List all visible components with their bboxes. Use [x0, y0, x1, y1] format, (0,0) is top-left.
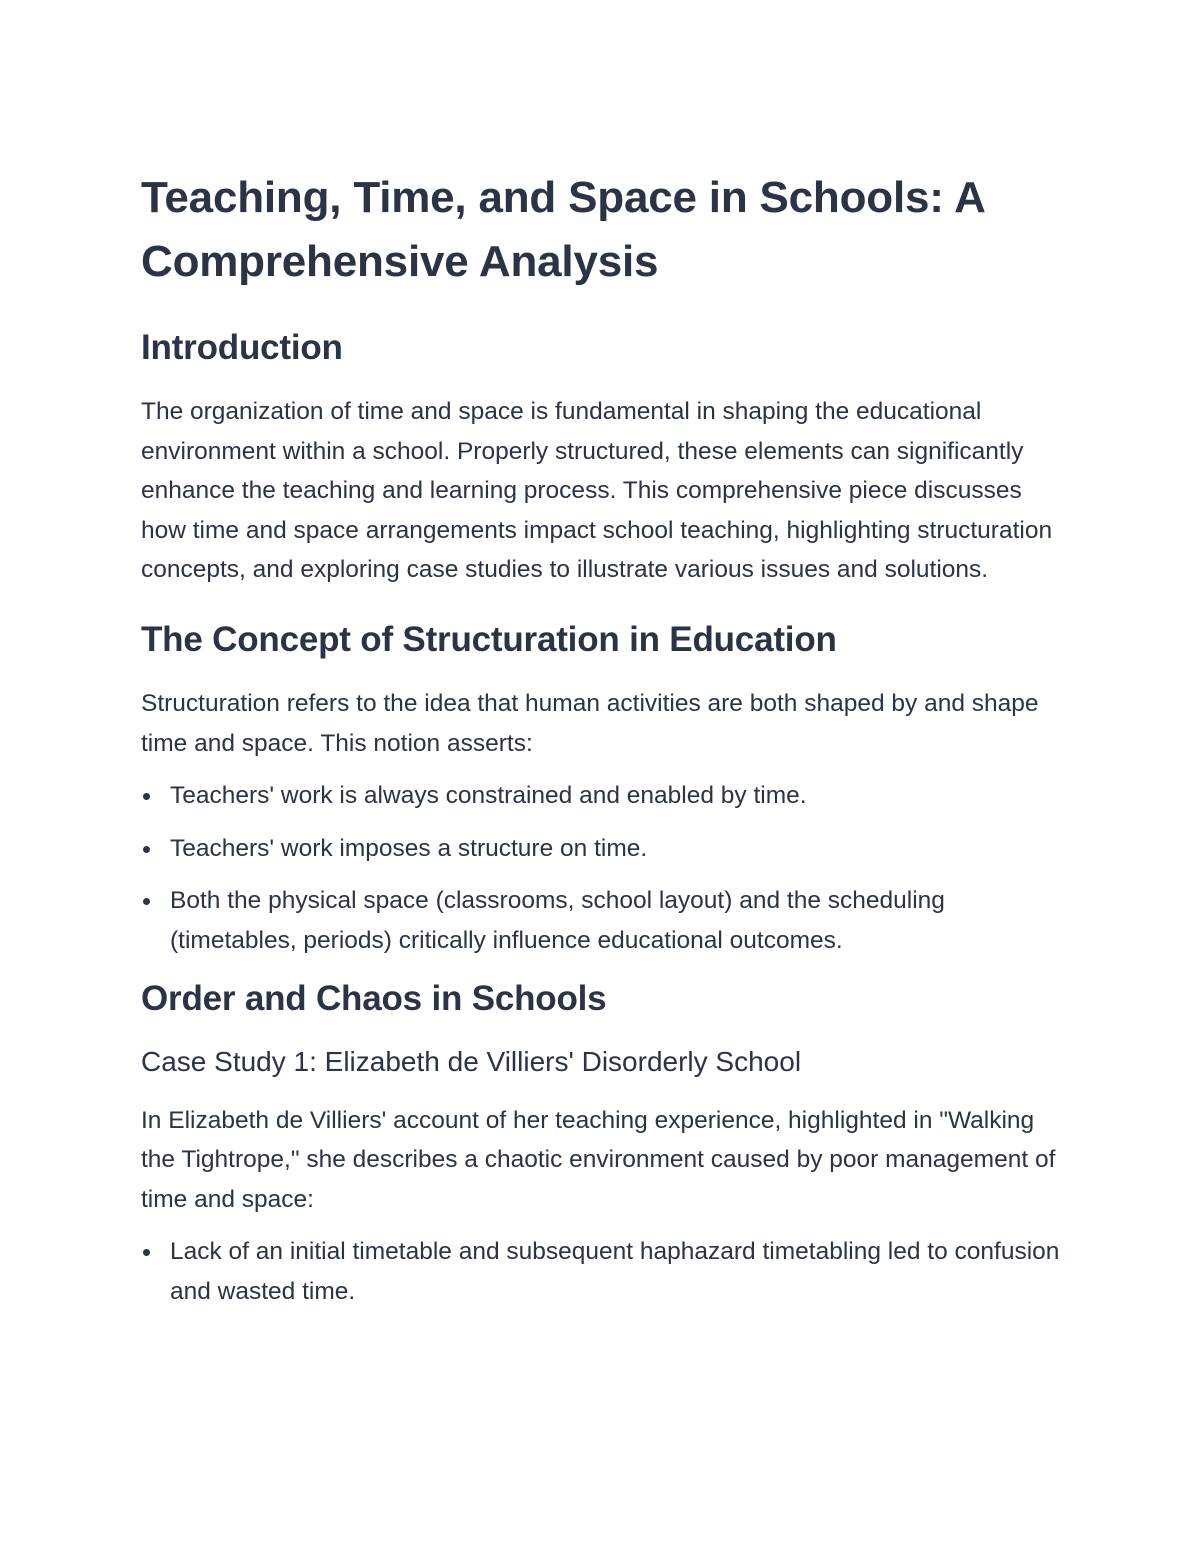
- structuration-paragraph: Structuration refers to the idea that human activities are both shaped by and shape time and space. This notion asserts:: [141, 689, 1039, 757]
- order-chaos-heading: Order and Chaos in Schools: [141, 978, 607, 1018]
- list-item: [141, 829, 1060, 869]
- list-item-text: Teachers' work imposes a structure on time.: [170, 834, 648, 862]
- list-item-text: Teachers' work is always constrained and enabled by time.: [170, 782, 807, 810]
- list-item: [141, 881, 1060, 960]
- bullet-icon: [143, 793, 150, 800]
- introduction-paragraph: The organization of time and space is fundamental in shaping the educational environment within a school. Properly structured, these elements can significantly enhance the teaching and learning process. This comprehensive piece discusses how time and space arrangements impact school teaching, highlighting structuration concepts, and exploring case studies to illustrate various issues and solutions.: [141, 398, 1053, 584]
- introduction-heading: Introduction: [141, 328, 343, 367]
- bullet-icon: [143, 1249, 150, 1256]
- list-item: [141, 1232, 1060, 1311]
- bullet-icon: [143, 898, 150, 905]
- list-item-text: Lack of an initial timetable and subsequent haphazard timetabling led to confusion and wasted time.: [170, 1238, 1060, 1305]
- case-study-1-bullet-list: [141, 1232, 1060, 1311]
- case-study-1-heading: Case Study 1: Elizabeth de Villiers' Disorderly School: [141, 1045, 802, 1077]
- document-title: Teaching, Time, and Space in Schools: A Comprehensive Analysis: [141, 173, 985, 286]
- bullet-icon: [143, 846, 150, 853]
- structuration-heading: The Concept of Structuration in Education: [141, 619, 837, 659]
- list-item: [141, 776, 1060, 816]
- case-study-1-paragraph: In Elizabeth de Villiers' account of her teaching experience, highlighted in "Walking the Tightrope," she describes a chaotic environment caused by poor management of time and space:: [141, 1106, 1056, 1213]
- list-item-text: Both the physical space (classrooms, school layout) and the scheduling (timetables, periods) critically influence educational outcomes.: [170, 887, 945, 954]
- structuration-bullet-list: [141, 776, 1060, 960]
